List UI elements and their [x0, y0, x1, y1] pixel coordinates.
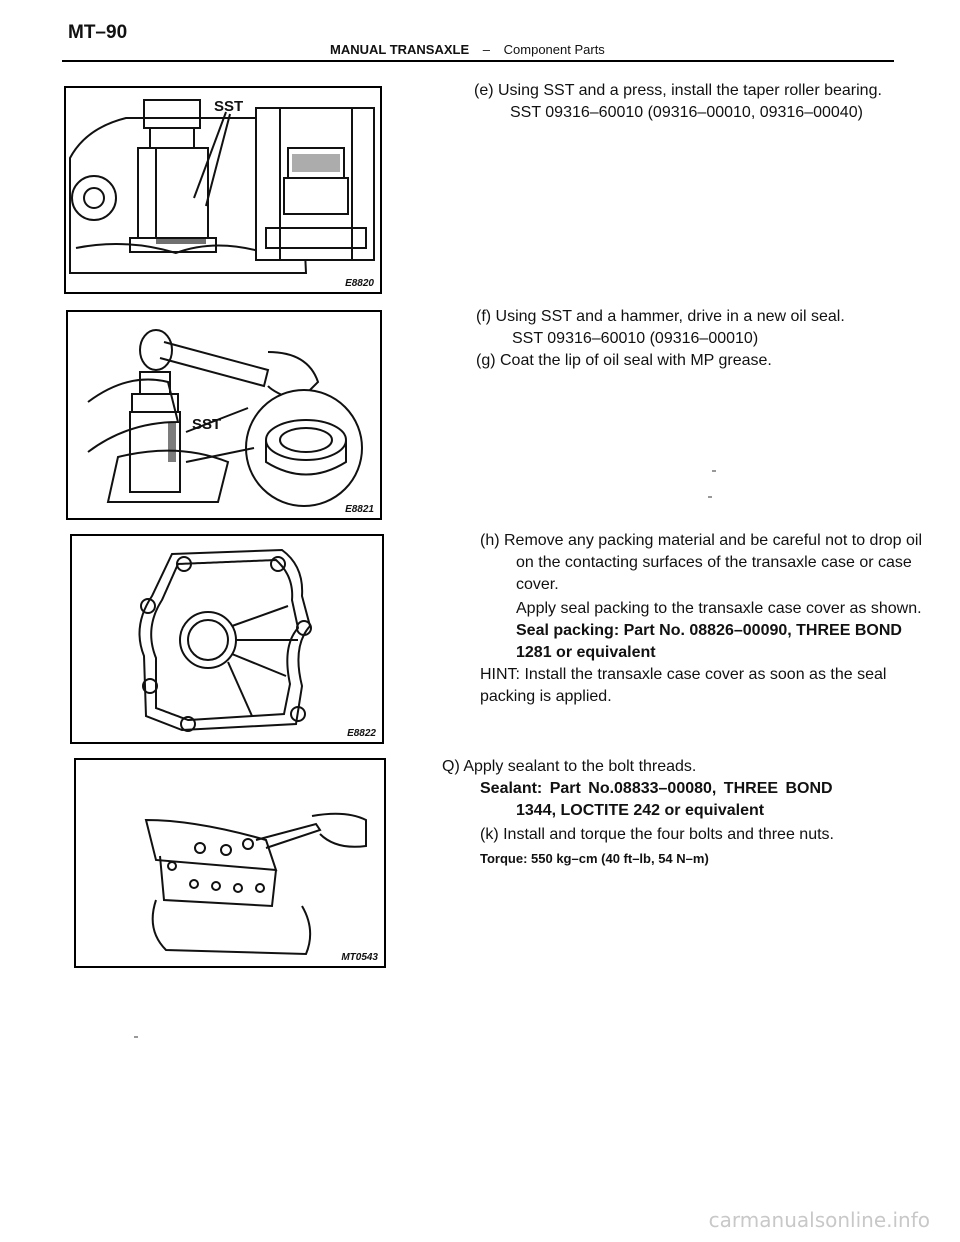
- step-f-sst: SST 09316–60010 (09316–00010): [512, 330, 759, 347]
- seal-packing-spec-cont: 1281 or equivalent: [516, 644, 656, 661]
- step-f-text: (f) Using SST and a hammer, drive in a new oil seal.: [476, 308, 845, 325]
- scan-speck: [708, 496, 712, 498]
- case-cover-illustration: [72, 536, 382, 742]
- step-e-sst: SST 09316–60010 (09316–00010, 09316–00040): [510, 104, 863, 121]
- sealant-spec-cont: 1344, LOCTITE 242 or equivalent: [516, 802, 765, 819]
- figure-taper-bearing-press: [64, 86, 382, 294]
- step-h-text-cont: cover.: [516, 576, 559, 593]
- figure-install-bolts: [74, 758, 386, 968]
- step-h-text: (h) Remove any packing material and be careful not to drop oil: [480, 532, 923, 549]
- figure-code: E8820: [345, 278, 374, 289]
- figure-code: E8821: [345, 504, 374, 515]
- step-j-text: Q) Apply sealant to the bolt threads.: [442, 758, 697, 775]
- section-title: MANUAL TRANSAXLE: [330, 42, 470, 57]
- running-head: [330, 42, 605, 57]
- figure-seal-packing: [70, 534, 384, 744]
- hint-text-cont: packing is applied.: [480, 688, 612, 705]
- step-h-text-cont: on the contacting surfaces of the transaxle case or case: [516, 554, 912, 571]
- step-k-text: (k) Install and torque the four bolts and three nuts.: [480, 826, 834, 843]
- header-separator: –: [482, 42, 491, 57]
- figure-code: MT0543: [341, 952, 378, 963]
- sealant-spec: Sealant: Part No.08833–00080, THREE BOND: [480, 780, 833, 797]
- bolts-illustration: [76, 760, 384, 966]
- step-h-apply: Apply seal packing to the transaxle case cover as shown.: [516, 600, 922, 617]
- hammer-illustration: [68, 312, 380, 518]
- watermark: carmanualsonline.info: [708, 1208, 930, 1232]
- scan-speck: [134, 1036, 138, 1038]
- figure-oil-seal-drive: [66, 310, 382, 520]
- torque-spec: Torque: 550 kg–cm (40 ft–lb, 54 N–m): [480, 851, 709, 866]
- step-g-text: (g) Coat the lip of oil seal with MP grease.: [476, 352, 772, 369]
- sst-label: SST: [192, 416, 222, 433]
- press-illustration: [66, 88, 380, 292]
- scan-speck: [712, 470, 716, 472]
- step-e-text: (e) Using SST and a press, install the taper roller bearing.: [474, 82, 882, 99]
- subsection-title: Component Parts: [503, 42, 605, 57]
- header-rule: [62, 60, 894, 62]
- sst-label: SST: [214, 98, 244, 115]
- hint-text: HINT: Install the transaxle case cover as soon as the seal: [480, 666, 887, 683]
- figure-code: E8822: [347, 728, 376, 739]
- seal-packing-spec: Seal packing: Part No. 08826–00090, THREE BOND: [516, 622, 902, 639]
- page-number: MT–90: [68, 22, 128, 43]
